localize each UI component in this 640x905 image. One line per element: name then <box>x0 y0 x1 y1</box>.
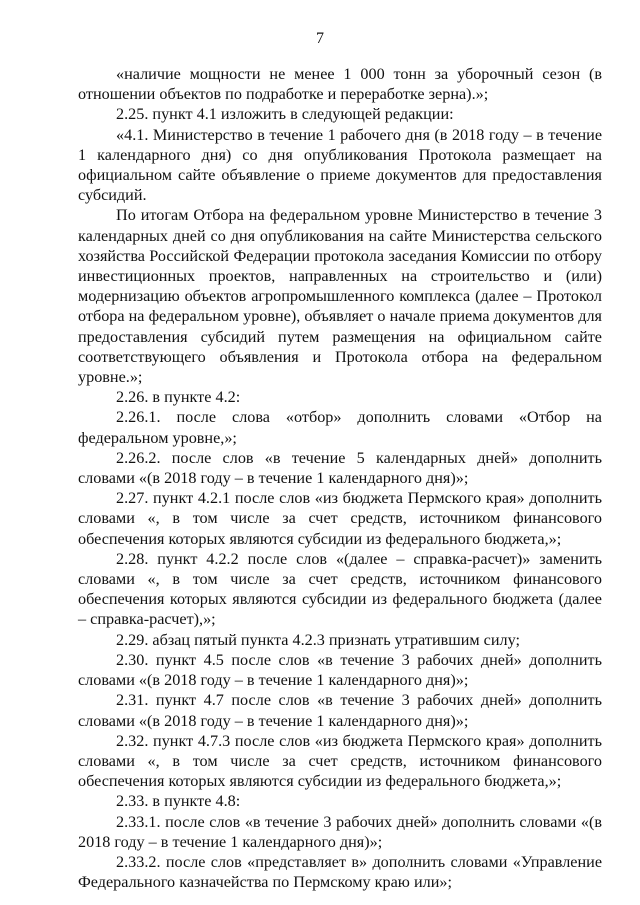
paragraph-2-32: 2.32. пункт 4.7.3 после слов «из бюджета Пермского края» дополнить словами «, в том числе за счет средств, источником финансового обеспечения которых являются субсидии из федерального бюджета,»; <box>78 731 602 791</box>
paragraph-4-1-quote: «4.1. Министерство в течение 1 рабочего дня (в 2018 году – в течение 1 календарного дня) со дня опубликования Протокола размещает на официальном сайте объявление о приеме документов для предоставления субсидий. <box>78 125 602 205</box>
paragraph-2-33: 2.33. в пункте 4.8: <box>116 792 241 811</box>
paragraph-2-26: 2.26. в пункте 4.2: <box>116 388 241 407</box>
document-body <box>78 64 602 892</box>
paragraph-continuation: «наличие мощности не менее 1 000 тонн за уборочный сезон (в отношении объектов по подработке и переработке зерна).»; <box>78 65 602 104</box>
page-number: 7 <box>316 30 324 47</box>
paragraph-2-33-1: 2.33.1. после слов «в течение 3 рабочих дней» дополнить словами «(в 2018 году – в течение 1 календарного дня)»; <box>78 812 602 851</box>
paragraph-2-26-2: 2.26.2. после слов «в течение 5 календарных дней» дополнить словами «(в 2018 году – в течение 1 календарного дня)»; <box>78 448 602 488</box>
paragraph-2-27: 2.27. пункт 4.2.1 после слов «из бюджета Пермского края» дополнить словами «, в том числе за счет средств, источником финансового обеспечения которых являются субсидии из федерального бюджета,»; <box>78 489 602 548</box>
paragraph-2-33-2: 2.33.2. после слов «представляет в» дополнить словами «Управление Федерального казначейства по Пермскому краю или»; <box>78 852 602 892</box>
paragraph-federal-selection: По итогам Отбора на федеральном уровне Министерство в течение 3 календарных дней со дня опубликования на сайте Министерства сельского хозяйства Российской Федерации протокола заседания Комиссии по отбору инвестиционных проектов, направленных на строительство и (или) модернизацию объектов агропромышленного комплекса (далее – Протокол отбора на федеральном уровне), объявляет о начале приема документов для предоставления субсидий путем размещения на официальном сайте соответствующего объявления и Протокола отбора на федеральном уровне.»; <box>78 206 602 387</box>
paragraph-2-25: 2.25. пункт 4.1 изложить в следующей редакции: <box>116 105 454 124</box>
paragraph-2-29: 2.29. абзац пятый пункта 4.2.3 признать утратившим силу; <box>116 630 520 649</box>
paragraph-2-30: 2.30. пункт 4.5 после слов «в течение 3 рабочих дней» дополнить словами «(в 2018 году – в течение 1 календарного дня)»; <box>78 650 602 690</box>
paragraph-2-28: 2.28. пункт 4.2.2 после слов «(далее – справка-расчет)» заменить словами «, в том числе за счет средств, источником финансового обеспечения которых являются субсидии из федерального бюджета (далее – справка-расчет),»; <box>78 549 602 629</box>
paragraph-2-26-1: 2.26.1. после слова «отбор» дополнить словами «Отбор на федеральном уровне,»; <box>78 408 602 447</box>
paragraph-2-31: 2.31. пункт 4.7 после слов «в течение 3 рабочих дней» дополнить словами «(в 2018 году – в течение 1 календарного дня)»; <box>78 691 602 730</box>
